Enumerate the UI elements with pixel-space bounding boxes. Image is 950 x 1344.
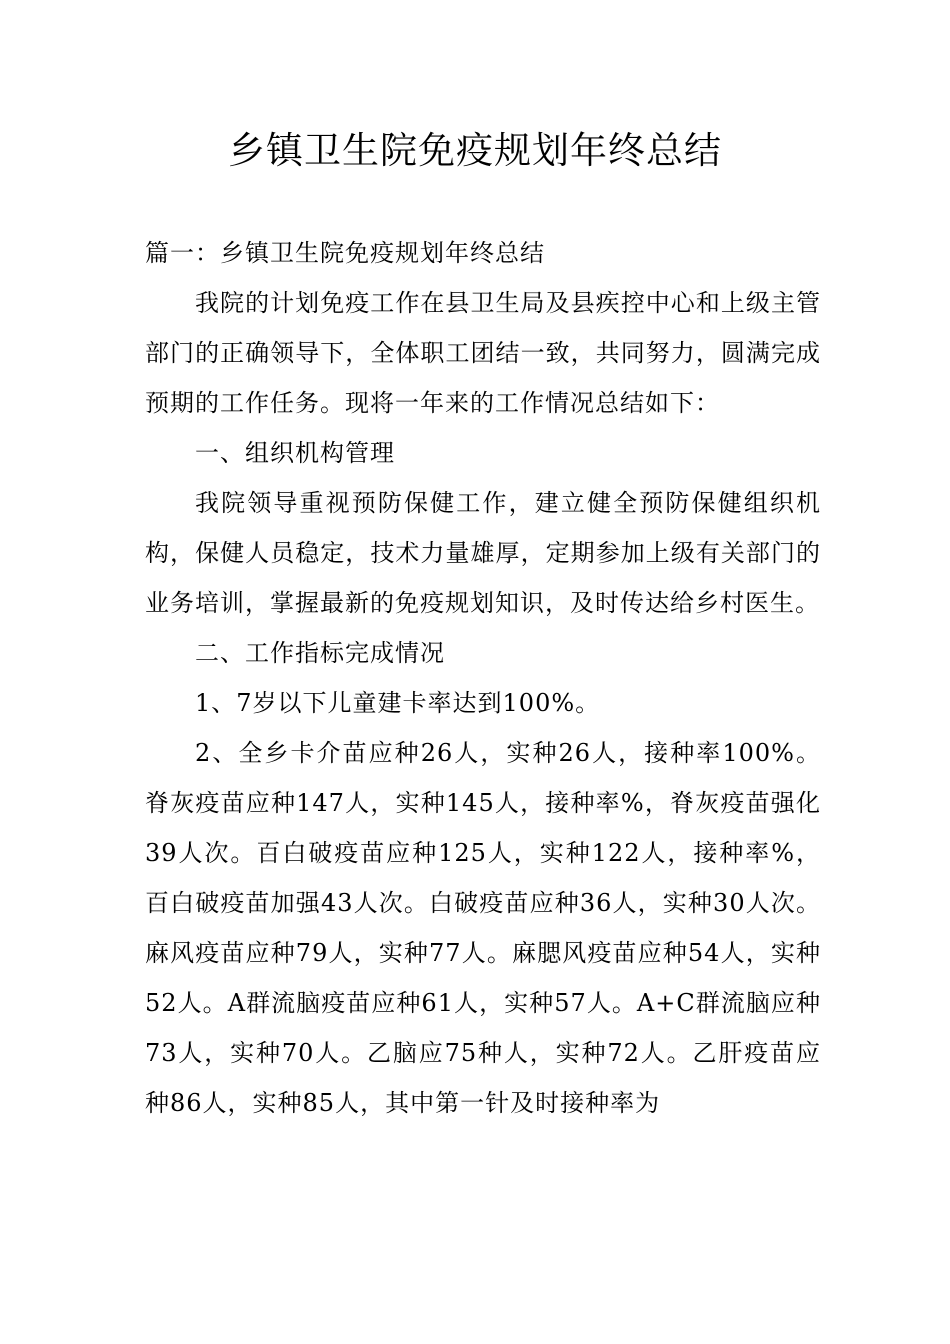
- section-heading-part-one: 篇一：乡镇卫生院免疫规划年终总结: [145, 239, 545, 267]
- organization-paragraph: 我院领导重视预防保健工作，建立健全预防保健组织机构，保健人员稳定，技术力量雄厚，定期参加上级有关部门的业务培训，掌握最新的免疫规划知识，及时传达给乡村医生。: [145, 489, 821, 617]
- intro-paragraph: 我院的计划免疫工作在县卫生局及县疾控中心和上级主管部门的正确领导下，全体职工团结一致，共同努力，圆满完成预期的工作任务。现将一年来的工作情况总结如下：: [145, 289, 821, 417]
- section-heading-organization: 一、组织机构管理: [195, 439, 395, 467]
- document-body: [145, 228, 821, 1128]
- document-title: 乡镇卫生院免疫规划年终总结: [228, 129, 722, 172]
- indicator-item-1: 1、7岁以下儿童建卡率达到100%。: [195, 689, 601, 717]
- indicator-item-2: 2、全乡卡介苗应种26人，实种26人，接种率100%。脊灰疫苗应种147人，实种145人，接种率%，脊灰疫苗强化39人次。百白破疫苗应种125人，实种122人，接种率%，百白破疫苗加强43人次。白破疫苗应种36人，实种30人次。麻风疫苗应种79人，实种77人。麻腮风疫苗应种54人，实种52人。A群流脑疫苗应种61人，实种57人。A+C群流脑应种73人，实种70人。乙脑应75种人，实种72人。乙肝疫苗应种86人，实种85人，其中第一针及时接种率为: [145, 739, 821, 1117]
- section-heading-indicators: 二、工作指标完成情况: [195, 639, 445, 667]
